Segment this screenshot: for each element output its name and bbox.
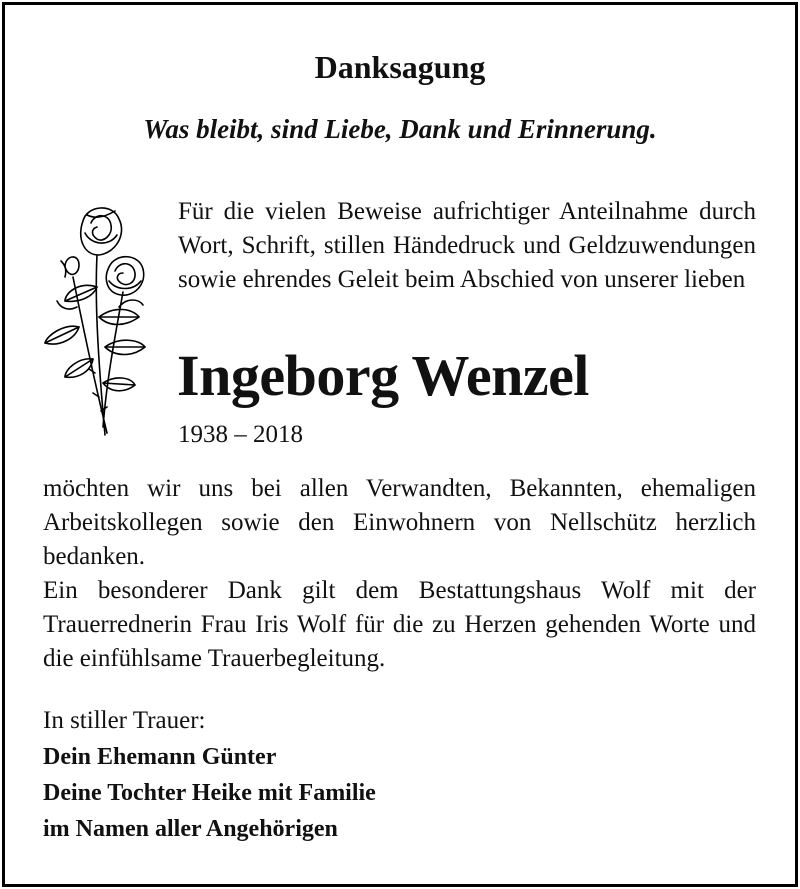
rose-icon — [35, 197, 165, 437]
signatory: Deine Tochter Heike mit Familie — [43, 780, 376, 806]
closing-block — [43, 703, 756, 847]
thanks-paragraph: möchten wir uns bei allen Verwandten, Bekannten, ehemaligen Arbeitskollegen sowie den Einwohnern von Nellschütz herzlich bedanken. — [43, 475, 756, 570]
mourning-intro: In stiller Trauer: — [43, 707, 206, 734]
notice-motto: Was bleibt, sind Liebe, Dank und Erinnerung. — [143, 114, 657, 144]
signatory: im Namen aller Angehörigen — [43, 816, 338, 842]
signatory: Dein Ehemann Günter — [43, 744, 277, 770]
thanks-paragraph: Ein besonderer Dank gilt dem Bestattungshaus Wolf mit der Trauerrednerin Frau Iris Wolf für die zu Herzen gehenden Worte und die einfühlsame Trauerbegleitung. — [43, 577, 756, 672]
notice-title: Danksagung — [314, 49, 486, 85]
obituary-notice — [2, 2, 798, 887]
deceased-name: Ingeborg Wenzel — [177, 343, 589, 408]
intro-text: Für die vielen Beweise aufrichtiger Anteilnahme durch Wort, Schrift, stillen Händedruck und Geldzuwendungen sowie ehrendes Geleit beim Abschied von unserer lieben — [178, 198, 756, 293]
life-dates: 1938 – 2018 — [178, 421, 303, 448]
thanks-body — [43, 472, 756, 676]
